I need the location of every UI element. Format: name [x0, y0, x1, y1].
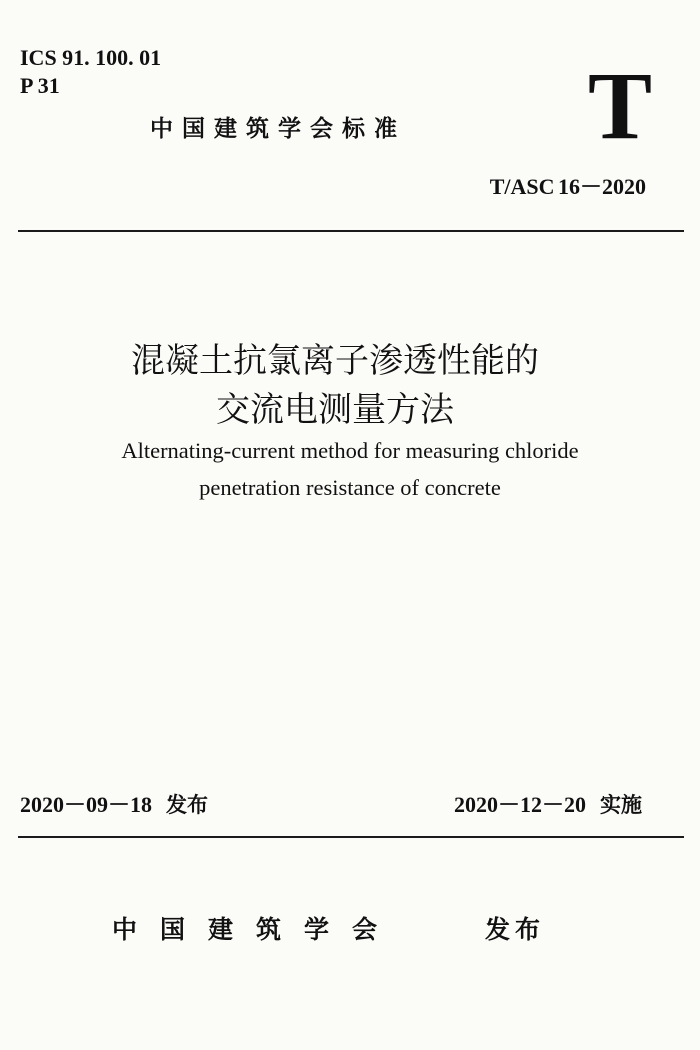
bottom-divider — [18, 836, 684, 838]
title-chinese-line-2: 交流电测量方法 — [216, 390, 454, 430]
standard-category: 中国建筑学会标准 — [150, 116, 406, 142]
publisher-name: 中国建筑学会 — [112, 915, 401, 944]
title-chinese-line-1: 混凝土抗氯离子渗透性能的 — [131, 341, 539, 381]
implement-date: 2020－12－20 — [453, 792, 586, 817]
implement-date-block — [454, 788, 642, 819]
standard-number: T/ASC 16－2020 — [489, 174, 646, 199]
issue-label: 发布 — [166, 793, 209, 817]
issue-date: 2020－09－18 — [20, 792, 153, 817]
title-english-line-1: Alternating-current method for measuring chloride — [121, 438, 579, 463]
standard-type-letter: T — [588, 52, 653, 159]
ccs-code: P 31 — [20, 73, 60, 98]
implement-label: 实施 — [600, 793, 642, 817]
issue-date-block — [20, 788, 208, 819]
publisher-action: 发布 — [485, 915, 546, 944]
classification-codes — [20, 44, 161, 100]
ics-code: ICS 91. 100. 01 — [20, 45, 162, 70]
top-divider — [18, 230, 684, 232]
title-english-line-2: penetration resistance of concrete — [199, 475, 501, 500]
